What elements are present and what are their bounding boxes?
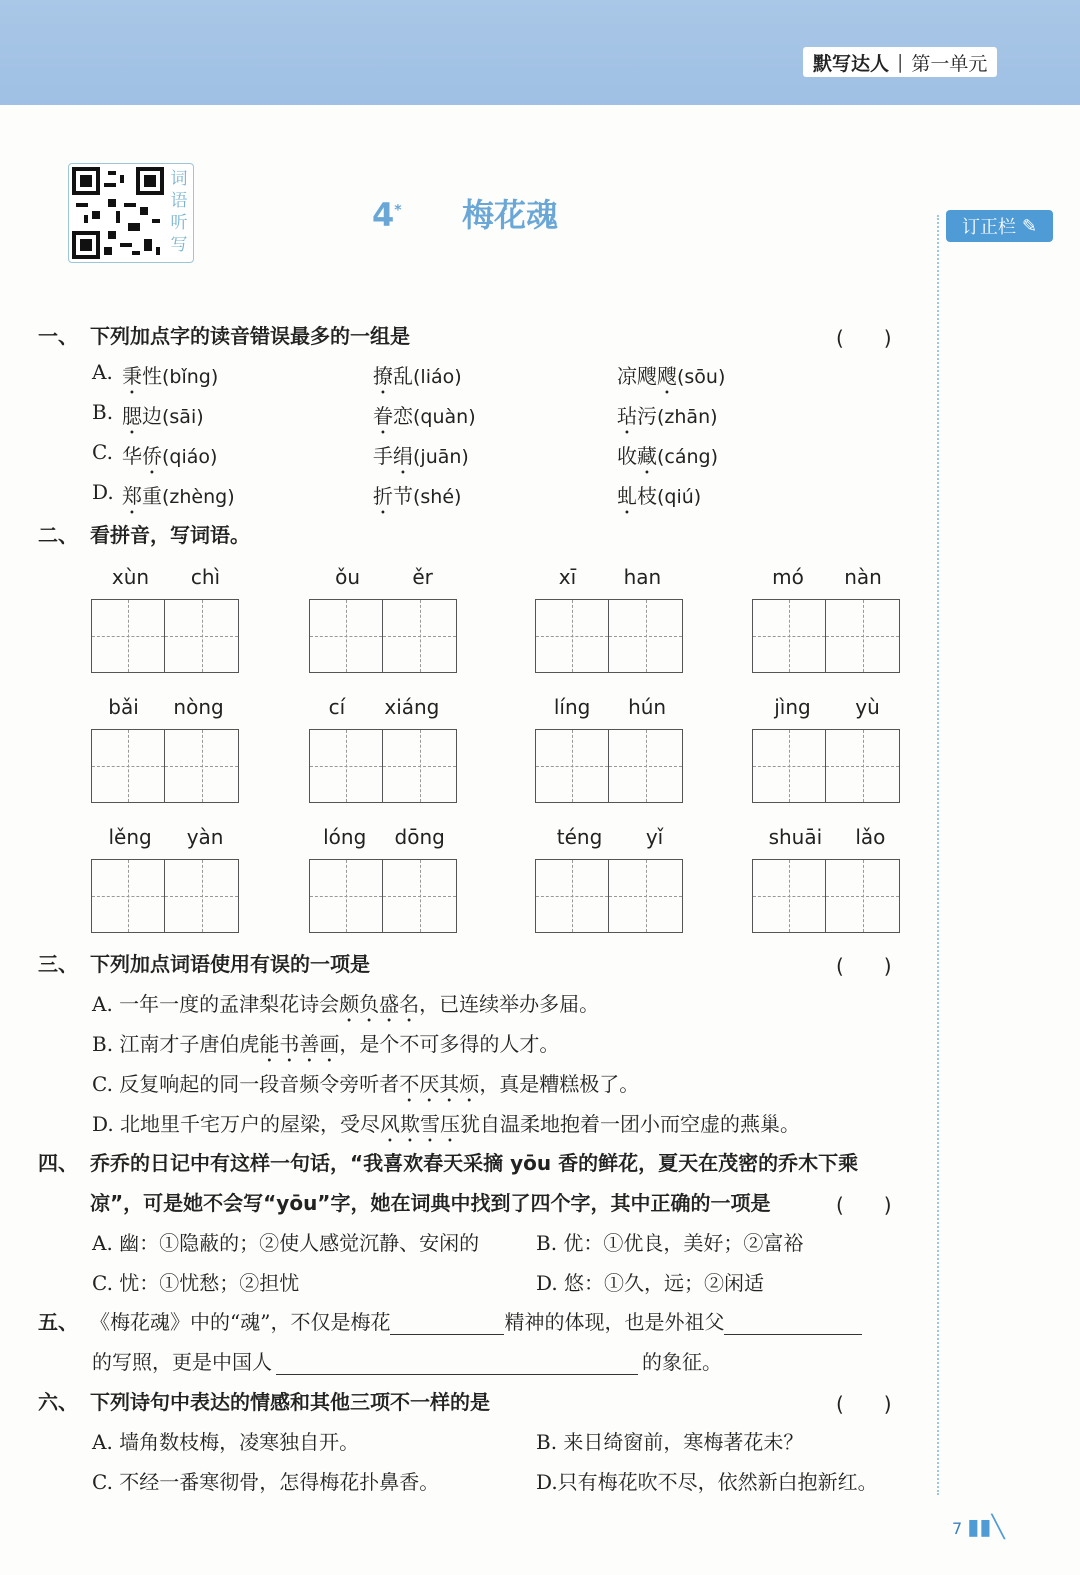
q6-option-d: D.只有梅花吹不尽，依然新白抱新红。	[536, 1470, 878, 1494]
q1-word: 眷恋(quàn)	[373, 404, 476, 428]
lesson-mark: *	[394, 202, 402, 219]
writing-cell[interactable]	[309, 599, 383, 673]
question-5-line2: 的写照，更是中国人 的象征。	[92, 1350, 722, 1374]
pinyin-word-box	[91, 565, 241, 674]
pinyin-syllable: lěng	[108, 825, 152, 849]
lesson-title	[372, 190, 558, 236]
writing-cell[interactable]	[91, 599, 165, 673]
writing-cell[interactable]	[609, 729, 683, 803]
pinyin-word-box	[309, 825, 459, 934]
q1-word: 撩乱(liáo)	[373, 364, 462, 388]
writing-cell[interactable]	[383, 599, 457, 673]
lesson-number: 4	[372, 196, 395, 234]
writing-cell[interactable]	[826, 859, 900, 933]
q4-option-c: C. 忧：①忧愁；②担忧	[92, 1271, 300, 1295]
pinyin-word-box	[752, 695, 902, 804]
pinyin-word-box	[309, 695, 459, 804]
answer-paren-6[interactable]: ( )	[836, 1392, 892, 1416]
blank-3[interactable]	[276, 1352, 638, 1375]
q6-option-a: A. 墙角数枝梅，凌寒独自开。	[92, 1430, 360, 1454]
answer-paren-1[interactable]: ( )	[836, 326, 892, 350]
question-4: 四、 乔乔的日记中有这样一句话，“我喜欢春天采摘 yōu 香的鲜花，夏天在茂密的乔木下乘	[38, 1151, 859, 1175]
blank-1[interactable]	[390, 1312, 504, 1335]
writing-cell[interactable]	[309, 859, 383, 933]
pinyin-syllable: lóng	[323, 825, 367, 849]
pinyin-syllable: han	[623, 565, 662, 589]
pencil-icon: ✎	[1021, 215, 1038, 237]
pinyin-word-box	[309, 565, 459, 674]
q1-option-letter: A.	[92, 360, 113, 384]
pinyin-syllable: líng	[553, 695, 591, 719]
q1-option-letter: C.	[92, 440, 113, 464]
answer-paren-4[interactable]: ( )	[836, 1193, 892, 1217]
writing-cell[interactable]	[752, 599, 826, 673]
writing-cell[interactable]	[752, 729, 826, 803]
pinyin-word-box	[535, 565, 685, 674]
q6-option-b: B. 来日绮窗前，寒梅著花未？	[536, 1430, 804, 1454]
pinyin-syllable: xī	[558, 565, 577, 589]
pinyin-syllable: ǒu	[335, 565, 361, 589]
writing-cell[interactable]	[826, 599, 900, 673]
q1-word: 折节(shé)	[373, 484, 462, 508]
unit-name: 第一单元	[911, 52, 988, 75]
q1-word: 虬枝(qiú)	[617, 484, 702, 508]
pinyin-syllable: dōng	[394, 825, 445, 849]
pinyin-syllable: xùn	[111, 565, 150, 589]
correction-divider	[937, 215, 939, 1495]
answer-paren-3[interactable]: ( )	[836, 954, 892, 978]
qr-code-icon	[72, 167, 164, 259]
pinyin-syllable: hún	[628, 695, 667, 719]
writing-cell[interactable]	[165, 729, 239, 803]
writing-cell[interactable]	[165, 599, 239, 673]
writing-cell[interactable]	[535, 859, 609, 933]
pinyin-syllable: yù	[855, 695, 880, 719]
pinyin-word-box	[752, 825, 902, 934]
writing-cell[interactable]	[91, 729, 165, 803]
q1-word: 收藏(cáng)	[617, 444, 719, 468]
correction-label: 订正栏	[961, 217, 1016, 238]
pinyin-syllable: jìng	[774, 695, 811, 719]
writing-cell[interactable]	[752, 859, 826, 933]
question-4-line2: 凉”，可是她不会写“yōu”字，她在词典中找到了四个字，其中正确的一项是	[90, 1191, 771, 1215]
pinyin-syllable: cí	[328, 695, 346, 719]
pinyin-syllable: chì	[190, 565, 221, 589]
q1-word: 凉飕飕(sōu)	[617, 364, 726, 388]
book-name: 默写达人	[813, 52, 890, 75]
writing-cell[interactable]	[383, 729, 457, 803]
q3-option: B. 江南才子唐伯虎能书善画，是个不可多得的人才。	[92, 1032, 560, 1056]
writing-cell[interactable]	[609, 859, 683, 933]
question-3: 三、 下列加点词语使用有误的一项是	[38, 952, 370, 976]
qr-label: 词语听写	[170, 169, 188, 255]
question-2: 二、 看拼音，写词语。	[38, 523, 250, 547]
q1-word: 手绢(juān)	[373, 444, 469, 468]
question-1: 一、 下列加点字的读音错误最多的一组是	[38, 324, 410, 348]
writing-cell[interactable]	[826, 729, 900, 803]
q3-option: C. 反复响起的同一段音频令旁听者不厌其烦，真是糟糕极了。	[92, 1072, 640, 1096]
writing-cell[interactable]	[383, 859, 457, 933]
books-icon: ▮▮╲	[967, 1515, 1005, 1540]
q1-word: 秉性(bǐng)	[122, 364, 219, 388]
pinyin-syllable: lǎo	[855, 825, 886, 849]
pinyin-syllable: shuāi	[768, 825, 823, 849]
writing-cell[interactable]	[535, 729, 609, 803]
pinyin-syllable: nàn	[844, 565, 882, 589]
question-5: 五、 《梅花魂》中的“魂”，不仅是梅花 精神的体现，也是外祖父	[38, 1306, 862, 1335]
q4-option-d: D. 悠：①久，远；②闲适	[536, 1271, 765, 1295]
pinyin-syllable: nòng	[173, 695, 224, 719]
q4-option-a: A. 幽：①隐蔽的；②使人感觉沉静、安闲的	[92, 1231, 480, 1255]
pinyin-syllable: mó	[772, 565, 804, 589]
q1-word: 腮边(sāi)	[122, 404, 204, 428]
writing-cell[interactable]	[609, 599, 683, 673]
pinyin-word-box	[91, 825, 241, 934]
q1-option-letter: B.	[92, 400, 114, 424]
q6-option-c: C. 不经一番寒彻骨，怎得梅花扑鼻香。	[92, 1470, 440, 1494]
pinyin-syllable: téng	[556, 825, 603, 849]
q3-option: D. 北地里千宅万户的屋梁，受尽风欺雪压犹自温柔地抱着一团小而空虚的燕巢。	[92, 1112, 801, 1136]
pinyin-syllable: yàn	[186, 825, 224, 849]
q3-option: A. 一年一度的孟津梨花诗会颇负盛名，已连续举办多届。	[92, 992, 600, 1016]
pinyin-word-box	[535, 695, 685, 804]
unit-label	[803, 47, 997, 77]
header-separator: |	[897, 51, 904, 73]
pinyin-syllable: xiáng	[384, 695, 440, 719]
question-6: 六、 下列诗句中表达的情感和其他三项不一样的是	[38, 1390, 490, 1414]
qr-code[interactable]	[68, 163, 194, 263]
q1-word: 玷污(zhān)	[617, 404, 718, 428]
pinyin-syllable: yǐ	[645, 825, 664, 849]
blank-2[interactable]	[724, 1312, 862, 1335]
pinyin-syllable: ěr	[412, 565, 433, 589]
q1-word: 郑重(zhèng)	[122, 484, 235, 508]
page-number: 7 ▮▮╲	[952, 1515, 1005, 1540]
q4-option-b: B. 优：①优良，美好；②富裕	[536, 1231, 804, 1255]
pinyin-word-box	[91, 695, 241, 804]
q1-word: 华侨(qiáo)	[122, 444, 218, 468]
pinyin-syllable: bǎi	[108, 695, 139, 719]
writing-cell[interactable]	[535, 599, 609, 673]
writing-cell[interactable]	[91, 859, 165, 933]
pinyin-word-box	[752, 565, 902, 674]
correction-column-tab[interactable]	[946, 210, 1053, 242]
writing-cell[interactable]	[309, 729, 383, 803]
writing-cell[interactable]	[165, 859, 239, 933]
q1-option-letter: D.	[92, 480, 114, 504]
lesson-name: 梅花魂	[462, 196, 559, 234]
pinyin-word-box	[535, 825, 685, 934]
